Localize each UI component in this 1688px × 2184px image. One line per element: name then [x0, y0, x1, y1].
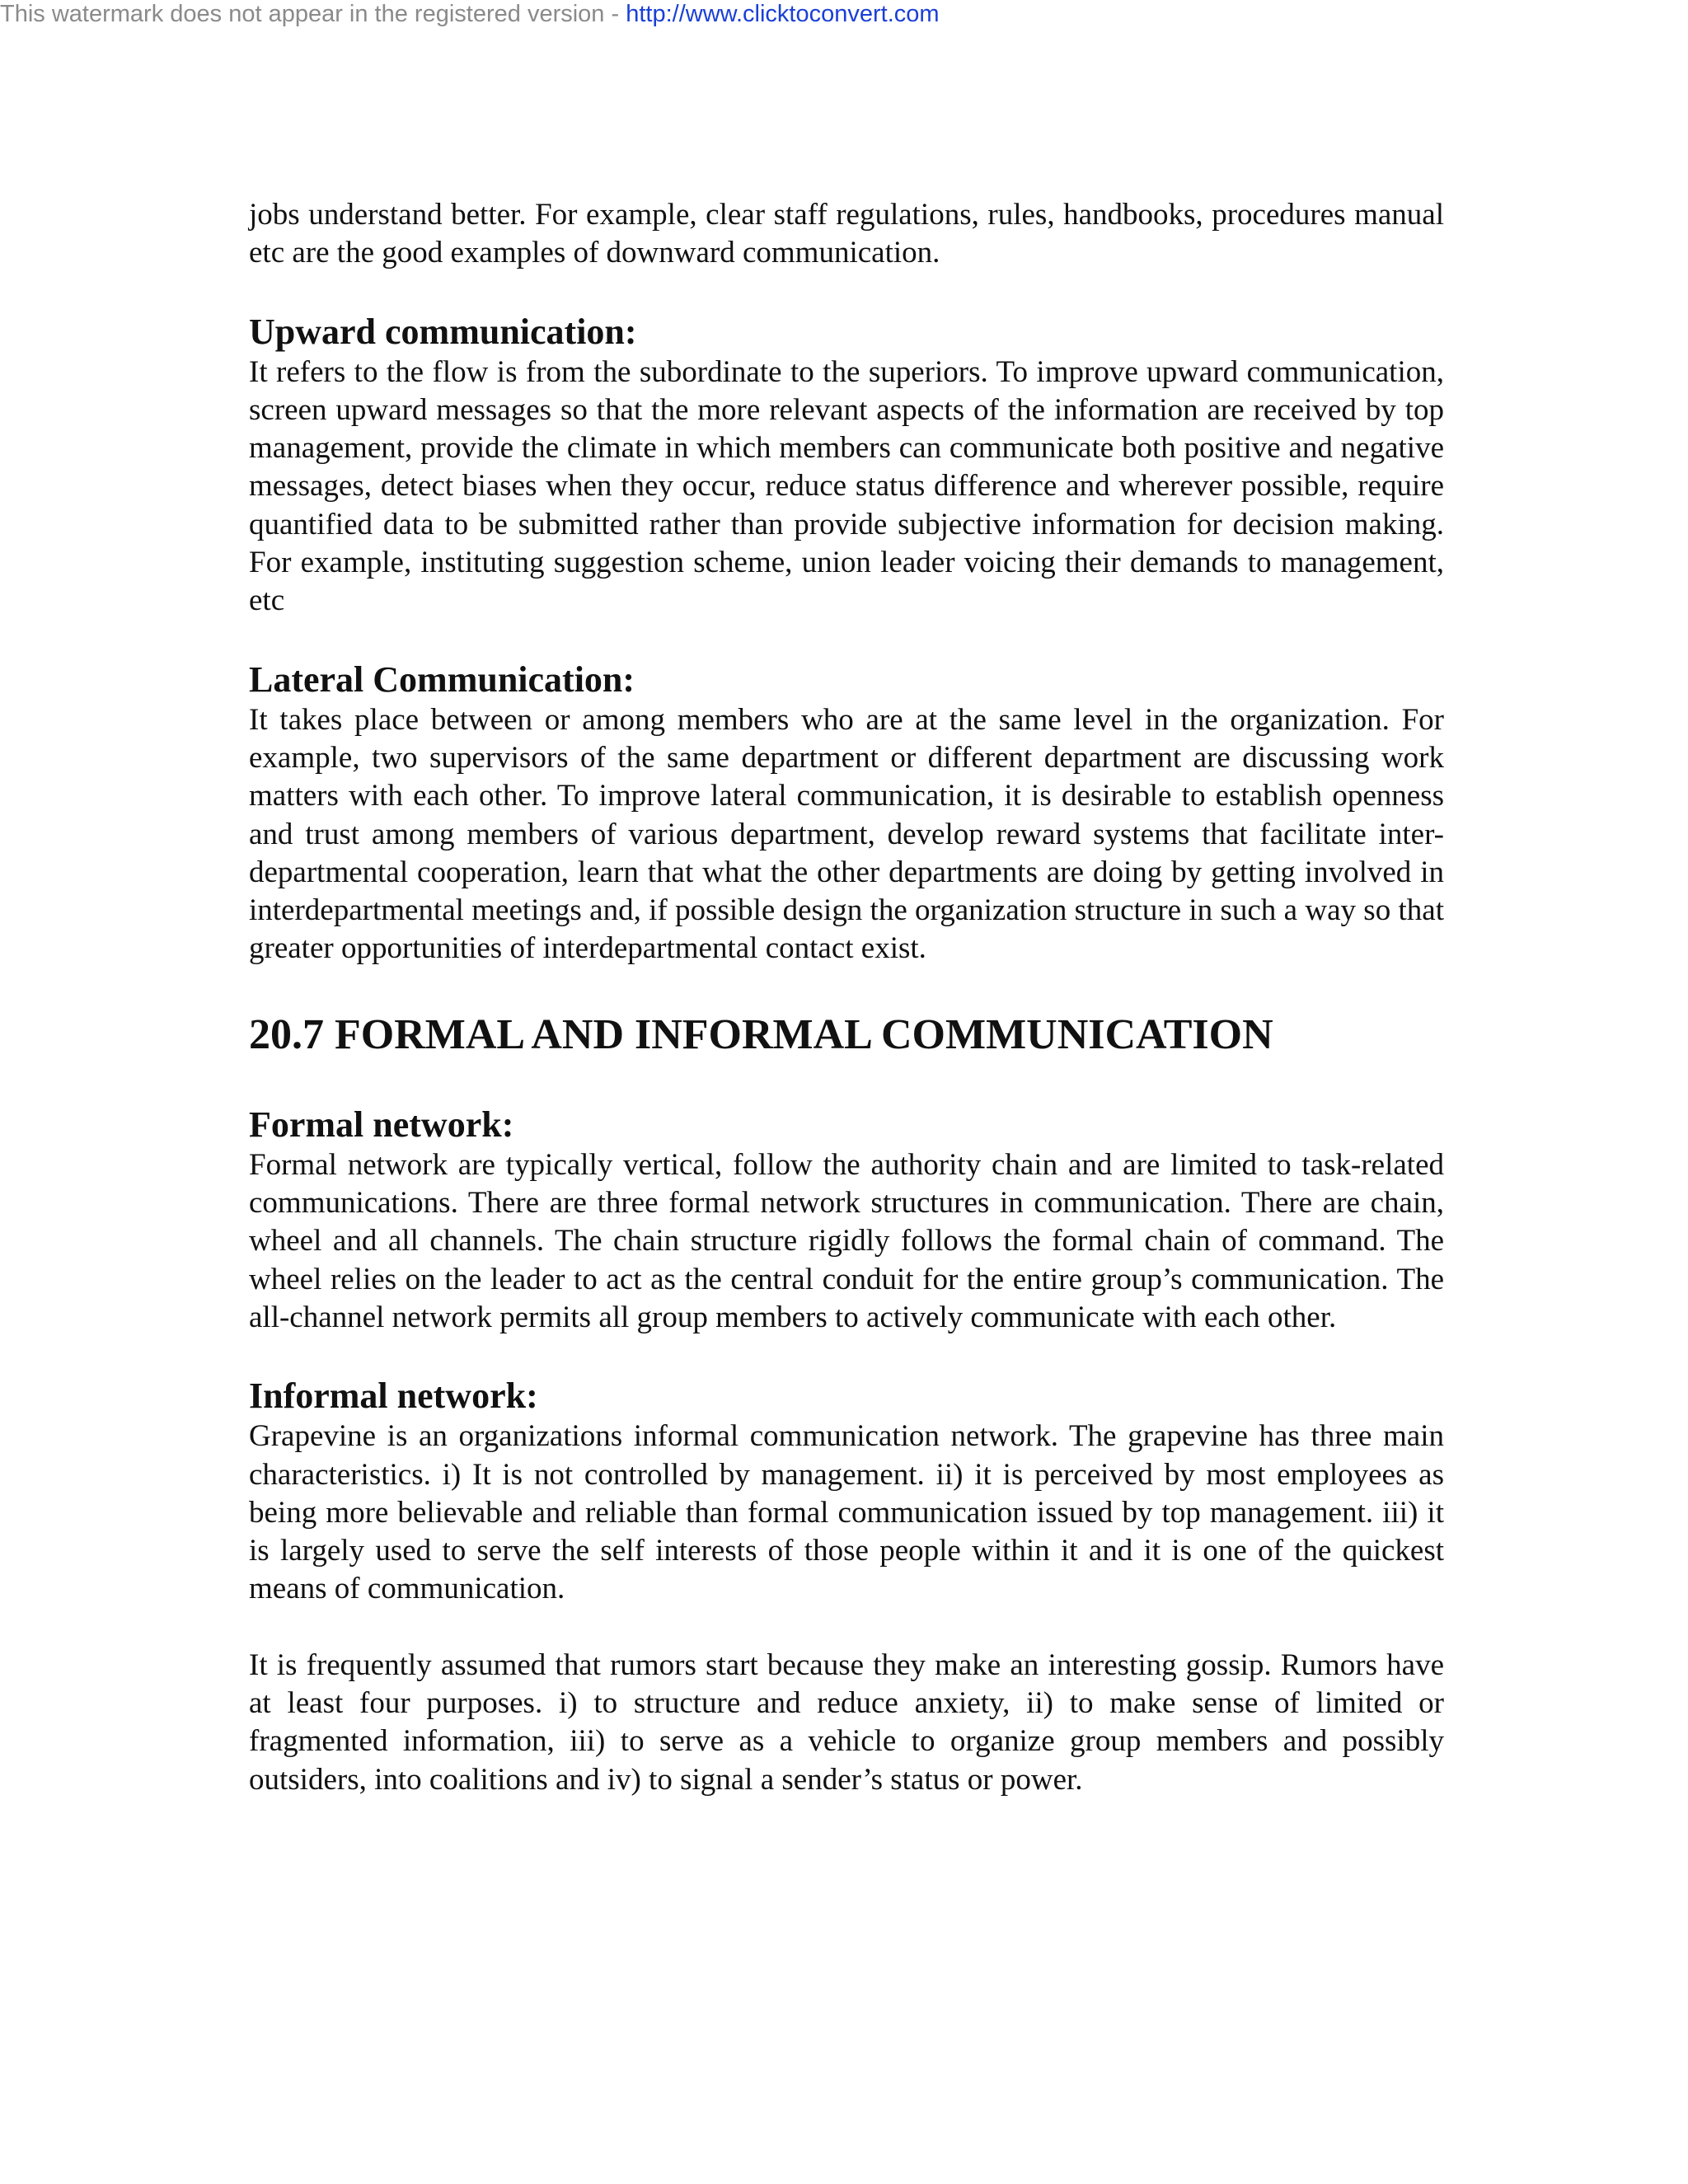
rumors-paragraph: It is frequently assumed that rumors start because they make an interesting gossip. Rumors have at least four purposes. i) to structure and reduce anxiety, ii) to make sense of limited or fragmented information, iii) to serve as a vehicle to organize group members and possibly outsiders, into coalitions and iv) to signal a sender’s status or power.: [249, 1647, 1444, 1797]
watermark-link[interactable]: http://www.clicktoconvert.com: [626, 1, 940, 27]
section-heading: 20.7 FORMAL AND INFORMAL COMMUNICATION: [249, 1010, 1273, 1058]
lateral-heading: Lateral Communication:: [249, 658, 635, 700]
formal-network-heading: Formal network:: [249, 1104, 514, 1145]
watermark-text: This watermark does not appear in the registered version -: [0, 1, 626, 27]
upward-heading: Upward communication:: [249, 311, 637, 352]
watermark-banner: [0, 0, 940, 28]
lateral-paragraph: It takes place between or among members who are at the same level in the organization. For example, two supervisors of the same department or different department are discussing work matters with each other. To improve lateral communication, it is desirable to establish openness and trust among members of various department, develop reward systems that facilitate inter-departmental cooperation, learn that what the other departments are doing by getting involved in interdepartmental meetings and, if possible design the organization structure in such a way so that greater opportunities of interdepartmental contact exist.: [249, 702, 1444, 966]
upward-paragraph: It refers to the flow is from the subordinate to the superiors. To improve upward communication, screen upward messages so that the more relevant aspects of the information are received by top management, provide the climate in which members can communicate both positive and negative messages, detect biases when they occur, reduce status difference and wherever possible, require quantified data to be submitted rather than provide subjective information for decision making. For example, instituting suggestion scheme, union leader voicing their demands to management, etc: [249, 354, 1444, 618]
informal-network-heading: Informal network:: [249, 1376, 538, 1417]
formal-network-paragraph: Formal network are typically vertical, follow the authority chain and are limited to task-related communications. There are three formal network structures in communication. There are chain, wheel and all channels. The chain structure rigidly follows the formal chain of command. The wheel relies on the leader to act as the central conduit for the entire group’s communication. The all-channel network permits all group members to actively communicate with each other.: [249, 1147, 1444, 1334]
intro-paragraph: jobs understand better. For example, clear staff regulations, rules, handbooks, procedures manual etc are the good examples of downward communication.: [249, 198, 1444, 270]
informal-network-paragraph: Grapevine is an organizations informal communication network. The grapevine has three main characteristics. i) It is not controlled by management. ii) it is perceived by most employees as being more believable and reliable than formal communication issued by top management. iii) it is largely used to serve the self interests of those people within it and it is one of the quickest means of communication.: [249, 1419, 1444, 1606]
document-body: [249, 196, 1444, 1799]
